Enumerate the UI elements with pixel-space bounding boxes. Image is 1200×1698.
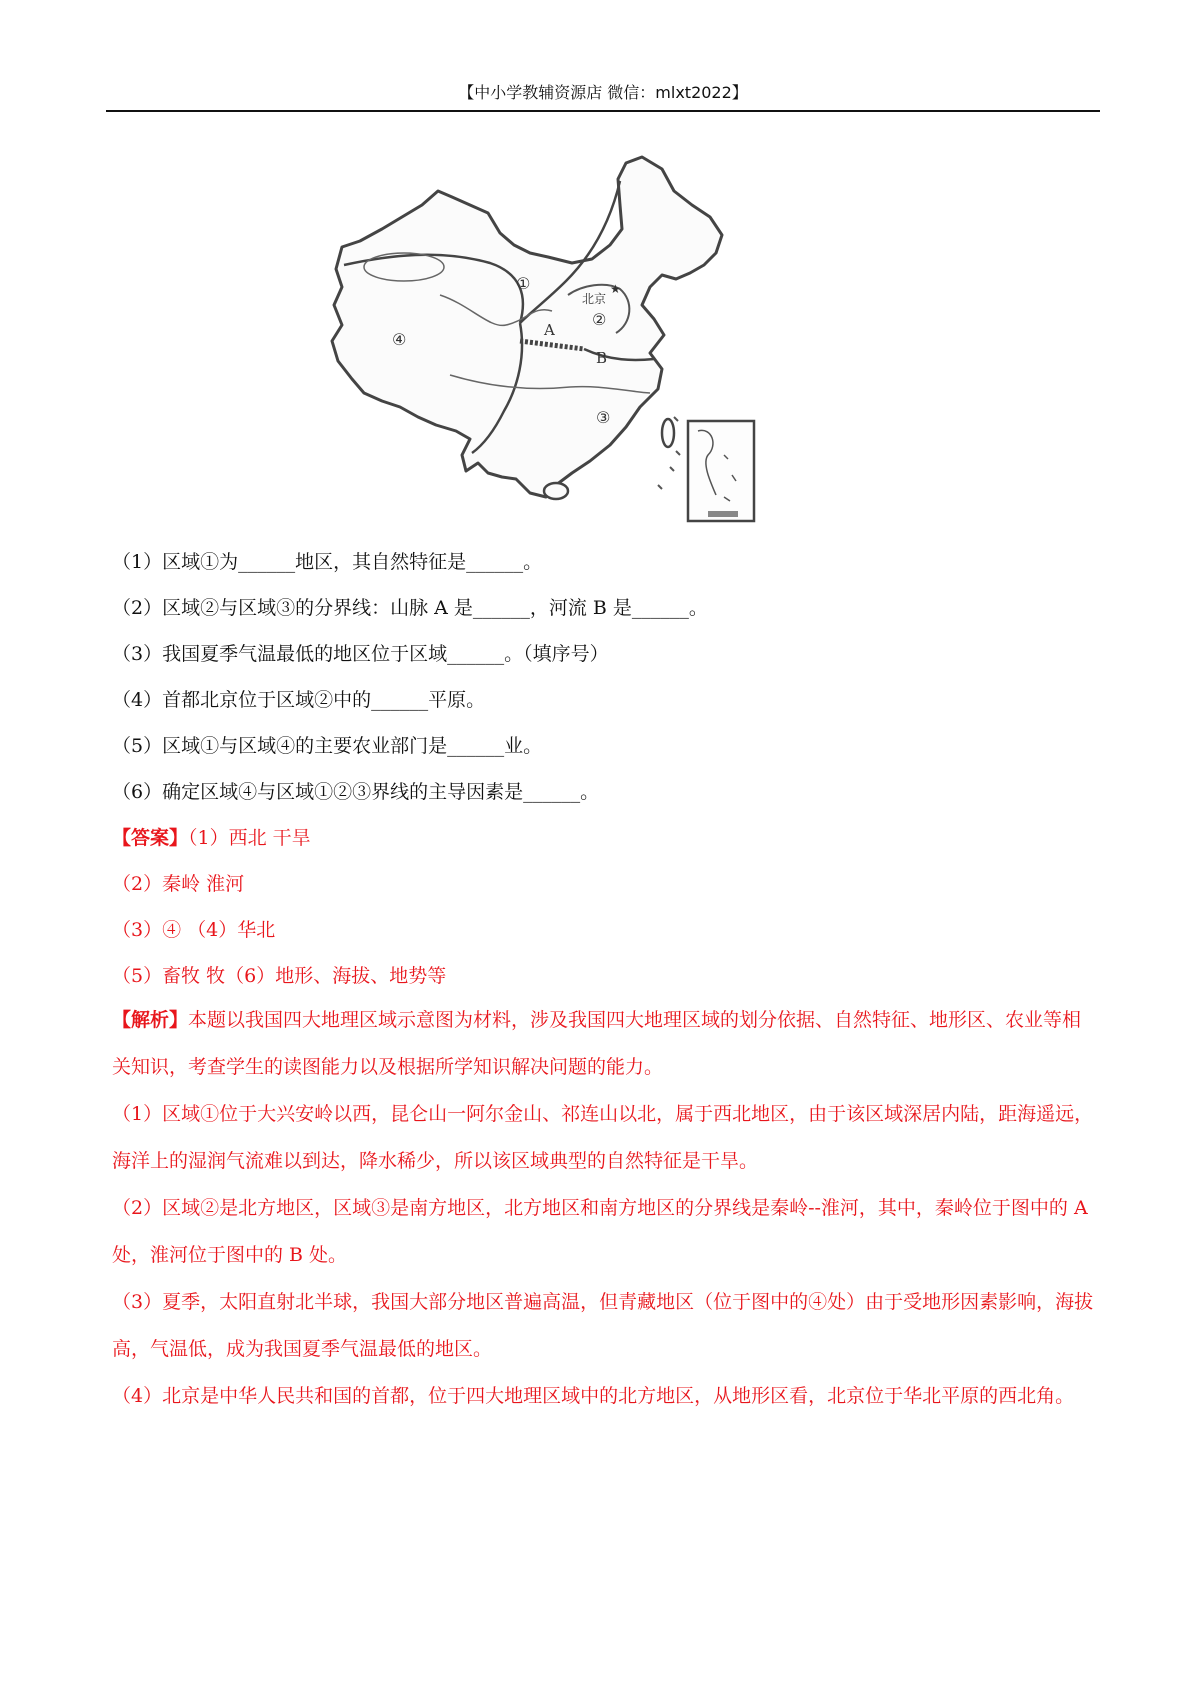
south-china-sea-inset xyxy=(688,421,754,521)
region-label-1: ① xyxy=(516,274,531,293)
question-1: （1）区域①为______地区，其自然特征是______。 xyxy=(112,551,543,573)
page-header: 【中小学教辅资源店 微信：mlxt2022】 xyxy=(458,83,748,102)
question-2: （2）区域②与区域③的分界线：山脉 A 是______，河流 B 是______。 xyxy=(112,597,708,619)
analysis-point-2: （2）区域②是北方地区，区域③是南方地区，北方地区和南方地区的分界线是秦岭--淮河，其中，秦岭位于图中的 A 处，淮河位于图中的 B 处。 xyxy=(112,1197,1088,1266)
answer-line-2: （2）秦岭 淮河 xyxy=(112,873,245,895)
china-regions-map xyxy=(320,155,840,575)
country-outline xyxy=(332,157,722,497)
inset-scale xyxy=(708,511,738,517)
river-label-b: B xyxy=(596,349,608,367)
analysis-point-1: （1）区域①位于大兴安岭以西，昆仑山一阿尔金山、祁连山以北，属于西北地区，由于该区域深居内陆，距海遥远，海洋上的湿润气流难以到达，降水稀少，所以该区域典型的自然特征是干旱。 xyxy=(112,1103,1094,1172)
question-6: （6）确定区域④与区域①②③界线的主导因素是______。 xyxy=(112,781,600,803)
answer-line-4: （5）畜牧 牧（6）地形、海拔、地势等 xyxy=(112,965,447,987)
answer-line-1 xyxy=(112,823,311,853)
analysis-point-3: （3）夏季，太阳直射北半球，我国大部分地区普遍高温，但青藏地区（位于图中的④处）由于受地形因素影响，海拔高，气温低，成为我国夏季气温最低的地区。 xyxy=(112,1291,1094,1360)
question-3: （3）我国夏季气温最低的地区位于区域______。（填序号） xyxy=(112,643,609,665)
answer-text-1: （1）西北 干旱 xyxy=(188,827,311,849)
question-4: （4）首都北京位于区域②中的______平原。 xyxy=(112,689,486,711)
analysis-point-4: （4）北京是中华人民共和国的首都，位于四大地理区域中的北方地区，从地形区看，北京位于华北平原的西北角。 xyxy=(112,1385,1075,1407)
taiwan-island xyxy=(662,419,674,447)
header-rule xyxy=(106,110,1100,112)
region-label-4: ④ xyxy=(392,330,407,349)
mountain-label-a: A xyxy=(544,321,555,339)
region-label-2: ② xyxy=(592,310,607,329)
analysis-intro xyxy=(112,997,1100,1091)
capital-star-icon: ★ xyxy=(610,282,621,296)
analysis-intro-text: 本题以我国四大地理区域示意图为材料，涉及我国四大地理区域的划分依据、自然特征、地形区、农业等相关知识，考查学生的读图能力以及根据所学知识解决问题的能力。 xyxy=(112,1009,1082,1078)
question-5: （5）区域①与区域④的主要农业部门是______业。 xyxy=(112,735,543,757)
analysis-label: 【解析】 xyxy=(112,1009,189,1031)
hainan-island xyxy=(544,483,568,499)
capital-label: 北京 xyxy=(582,292,607,306)
region-label-3: ③ xyxy=(596,408,611,427)
answer-line-3: （3）④ （4）华北 xyxy=(112,919,276,941)
answer-label: 【答案】 xyxy=(112,827,189,849)
